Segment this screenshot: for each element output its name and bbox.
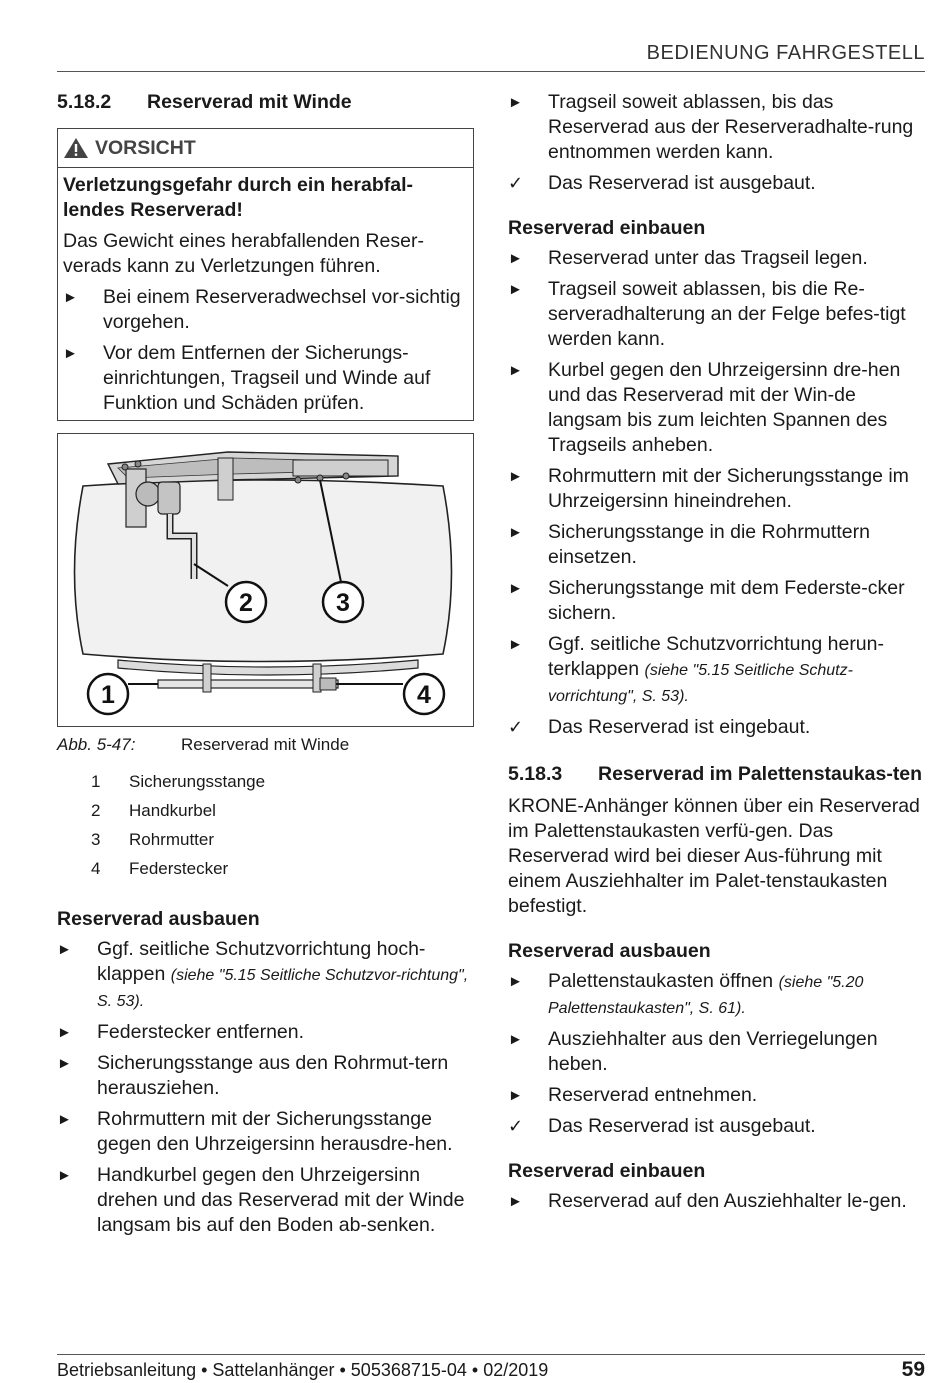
page-number: 59 — [901, 1358, 925, 1381]
list-item: ► Ggf. seitliche Schutzvorrichtung herun-terklappen (siehe "5.15 Seitliche Schutz-vorrichtung", S. 53). — [508, 632, 928, 709]
subheading-install: Reserverad einbauen — [508, 217, 706, 239]
list-item: ► Reserverad entnehmen. — [508, 1084, 758, 1106]
left-column — [57, 90, 474, 1238]
arrow-bullet-icon: ► — [57, 941, 72, 958]
list-item: ► Sicherungsstange in die Rohrmuttern einsetzen. — [508, 521, 870, 568]
section-number: 5.18.3 — [508, 763, 563, 785]
remove-steps-continued — [508, 90, 928, 196]
list-item: ► Reserverad auf den Ausziehhalter le-gen. — [508, 1190, 907, 1212]
warning-triangle-icon — [63, 137, 89, 159]
list-item: ► Vor dem Entfernen der Sicherungs-einrichtungen, Tragseil und Winde auf Funktion und Schäden prüfen. — [63, 342, 431, 414]
list-item: ► Tragseil soweit ablassen, bis die Re-serveradhalterung an der Felge befes-tigt werden kann. — [508, 278, 906, 350]
legend-row: 3 Rohrmutter — [91, 830, 215, 849]
arrow-bullet-icon: ► — [57, 1111, 72, 1128]
check-icon: ✓ — [508, 173, 524, 193]
callout-2-label: 2 — [239, 589, 253, 617]
warning-list — [63, 285, 468, 416]
caption-label: Abb. 5-47: — [57, 735, 136, 754]
warning-box — [57, 128, 474, 421]
legend-row: 4 Federstecker — [91, 859, 229, 878]
legend-row: 1 Sicherungsstange — [91, 772, 266, 791]
subheading-remove: Reserverad ausbauen — [57, 908, 260, 930]
section-title: Reserverad im Palettenstaukas-ten — [598, 763, 923, 785]
legend-row: 2 Handkurbel — [91, 801, 216, 820]
list-item: ► Handkurbel gegen den Uhrzeigersinn drehen und das Reserverad mit der Winde langsam bis auf den Boden ab-senken. — [57, 1164, 465, 1236]
callout-3-label: 3 — [336, 589, 350, 617]
section-heading-5-18-3 — [508, 762, 928, 786]
list-item: ► Sicherungsstange aus den Rohrmut-tern herausziehen. — [57, 1052, 449, 1099]
arrow-bullet-icon: ► — [508, 636, 523, 653]
arrow-bullet-icon: ► — [508, 281, 523, 298]
arrow-bullet-icon: ► — [508, 250, 523, 267]
arrow-bullet-icon: ► — [63, 345, 78, 362]
header-rule — [57, 71, 925, 72]
spare-wheel-illustration — [58, 434, 473, 726]
figure-spare-wheel-winch — [57, 433, 474, 727]
warning-body — [58, 168, 473, 420]
check-icon: ✓ — [508, 1116, 524, 1136]
list-item: ✓ Das Reserverad ist eingebaut. — [508, 716, 811, 738]
arrow-bullet-icon: ► — [508, 580, 523, 597]
arrow-bullet-icon: ► — [508, 94, 523, 111]
arrow-bullet-icon: ► — [508, 468, 523, 485]
remove-steps-list-2 — [508, 969, 928, 1139]
warning-header — [58, 129, 473, 168]
figure-caption — [57, 735, 474, 755]
right-column — [508, 90, 928, 1214]
caption-text: Reserverad mit Winde — [181, 735, 350, 754]
section-title: Reserverad mit Winde — [147, 91, 352, 113]
callout-1-label: 1 — [101, 681, 115, 709]
remove-steps-list — [57, 937, 474, 1238]
arrow-bullet-icon: ► — [508, 973, 523, 990]
subheading-remove-2: Reserverad ausbauen — [508, 940, 711, 962]
warning-title: Verletzungsgefahr durch ein herabfal-lendes Reserverad! — [63, 174, 413, 221]
list-item: ► Federstecker entfernen. — [57, 1021, 305, 1043]
callout-4-label: 4 — [417, 681, 431, 709]
arrow-bullet-icon: ► — [508, 362, 523, 379]
arrow-bullet-icon: ► — [508, 1031, 523, 1048]
list-item: ► Palettenstaukasten öffnen (siehe "5.20 Palettenstaukasten", S. 61). — [508, 969, 928, 1021]
warning-text: Das Gewicht eines herabfallenden Reser-verads kann zu Verletzungen führen. — [63, 230, 424, 277]
arrow-bullet-icon: ► — [57, 1055, 72, 1072]
list-item: ► Bei einem Reserveradwechsel vor-sichtig vorgehen. — [63, 286, 461, 333]
list-item: ► Rohrmuttern mit der Sicherungsstange im Uhrzeigersinn hineindrehen. — [508, 465, 909, 512]
install-steps-list-2 — [508, 1189, 928, 1214]
warning-label: VORSICHT — [95, 136, 196, 159]
arrow-bullet-icon: ► — [57, 1024, 72, 1041]
arrow-bullet-icon: ► — [508, 1193, 523, 1210]
list-item: ✓ Das Reserverad ist ausgebaut. — [508, 1115, 816, 1137]
list-item: ✓ Das Reserverad ist ausgebaut. — [508, 172, 816, 194]
arrow-bullet-icon: ► — [63, 289, 78, 306]
list-item: ► Rohrmuttern mit der Sicherungsstange gegen den Uhrzeigersinn herausdre-hen. — [57, 1108, 453, 1155]
intro-paragraph: KRONE-Anhänger können über ein Reserverad im Palettenstaukasten verfü-gen. Das Reserverad wird bei dieser Aus-führung mit einem Ausziehhalter im Palet-tenstaukasten befestigt. — [508, 795, 920, 917]
section-heading-5-18-2 — [57, 90, 474, 114]
section-number: 5.18.2 — [57, 91, 112, 113]
figure-legend — [57, 767, 474, 883]
running-header: BEDIENUNG FAHRGESTELL — [646, 42, 925, 64]
list-item: ► Reserverad unter das Tragseil legen. — [508, 247, 868, 269]
check-icon: ✓ — [508, 717, 524, 737]
arrow-bullet-icon: ► — [508, 524, 523, 541]
list-item: ► Sicherungsstange mit dem Federste-cker sichern. — [508, 577, 905, 624]
footer-rule — [57, 1354, 925, 1355]
list-item: ► Kurbel gegen den Uhrzeigersinn dre-hen und das Reserverad mit der Win-de langsam bis zum leichten Spannen des Tragseils anheben. — [508, 359, 901, 456]
list-item: ► Tragseil soweit ablassen, bis das Reserverad aus der Reserveradhalte-rung entnommen werden kann. — [508, 91, 914, 163]
arrow-bullet-icon: ► — [508, 1087, 523, 1104]
footer-text: Betriebsanleitung • Sattelanhänger • 505368715-04 • 02/2019 — [57, 1360, 549, 1380]
subheading-install-2: Reserverad einbauen — [508, 1160, 706, 1182]
list-item: ► Ggf. seitliche Schutzvorrichtung hoch-klappen (siehe "5.15 Seitliche Schutzvor-richtung", S. 53). — [57, 937, 474, 1014]
install-steps-list — [508, 246, 928, 740]
arrow-bullet-icon: ► — [57, 1167, 72, 1184]
list-item: ► Ausziehhalter aus den Verriegelungen heben. — [508, 1028, 878, 1075]
